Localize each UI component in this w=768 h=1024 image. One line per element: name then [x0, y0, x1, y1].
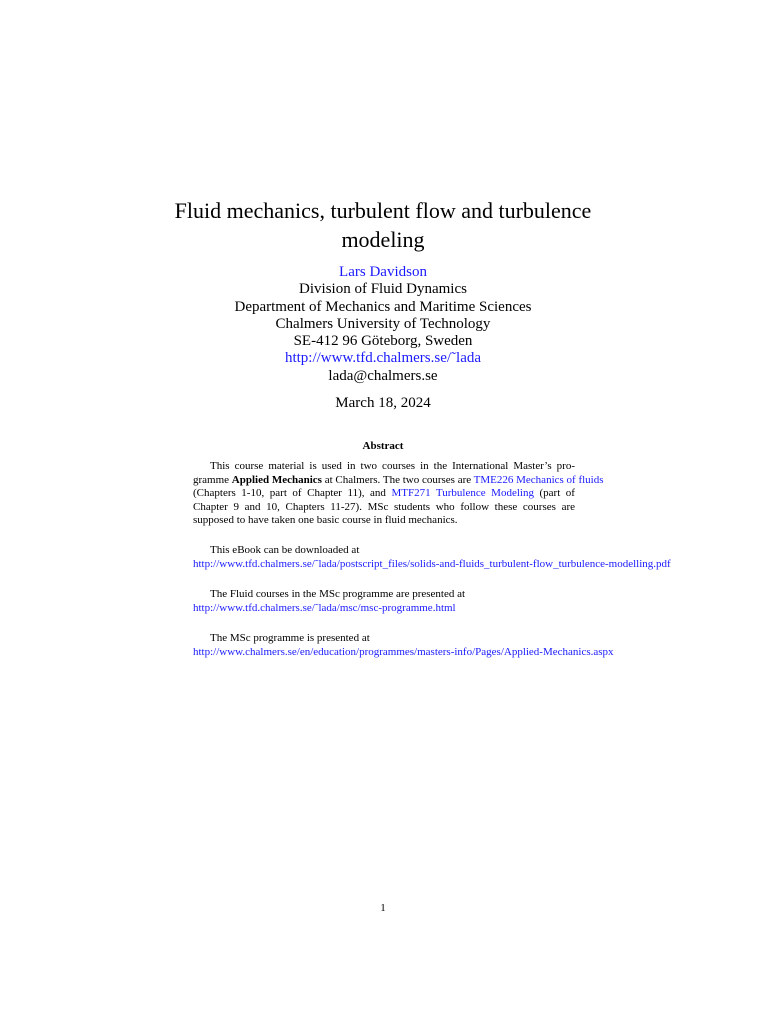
author-email: lada@chalmers.se: [328, 367, 438, 384]
ebook-download-link[interactable]: http://www.tfd.chalmers.se/˜lada/postscript_files/solids-and-fluids_turbulent-flow_turbulence-modelling.pdf: [193, 557, 671, 570]
abstract-p1-text: gramme: [193, 473, 232, 486]
abstract-heading: Abstract: [362, 440, 404, 452]
document-title: [0, 196, 766, 254]
title-line-1: Fluid mechanics, turbulent flow and turbulence: [174, 198, 592, 223]
abstract-p1-line-1: This course material is used in two courses in the International Master’s pro-: [210, 460, 575, 472]
msc-programme-link[interactable]: http://www.chalmers.se/en/education/programmes/masters-info/Pages/Applied-Mechanics.aspx: [193, 645, 614, 658]
author-address: SE-412 96 Göteborg, Sweden: [293, 333, 473, 350]
abstract-p1-line-5: supposed to have taken one basic course in fluid mechanics.: [193, 514, 458, 527]
document-date: March 18, 2024: [335, 395, 431, 411]
mtf271-course-link[interactable]: MTF271 Turbulence Modeling: [391, 487, 534, 500]
author-university: Chalmers University of Technology: [275, 315, 491, 332]
title-line-2: modeling: [341, 227, 425, 252]
abstract-paragraph-2: [193, 544, 671, 571]
msc-programme-text: The MSc programme is presented at: [210, 632, 370, 644]
author-block: [0, 264, 766, 385]
programme-name: Applied Mechanics: [231, 473, 322, 486]
fluid-courses-text: The Fluid courses in the MSc programme are presented at: [210, 588, 466, 600]
tme226-course-link[interactable]: TME226 Mechanics of fluids: [473, 473, 604, 486]
abstract-p1-text: at Chalmers. The two courses are: [321, 473, 474, 486]
abstract-paragraph-4: [193, 632, 614, 659]
abstract-p1-line-2: [193, 473, 604, 488]
abstract-p1-text: (Chapters 1-10, part of Chapter 11), and: [193, 487, 392, 500]
ebook-download-text: This eBook can be downloaded at: [210, 544, 360, 556]
fluid-courses-link[interactable]: http://www.tfd.chalmers.se/˜lada/msc/msc-programme.html: [193, 601, 456, 614]
abstract-p1-line-4: Chapter 9 and 10, Chapters 11-27). MSc students who follow these courses are: [193, 500, 575, 513]
abstract-p1-line-3: [193, 487, 575, 501]
abstract-paragraph-1: [193, 460, 604, 528]
abstract-paragraph-3: [193, 588, 575, 615]
page-number: 1: [380, 902, 386, 914]
author-name-link[interactable]: Lars Davidson: [339, 264, 427, 280]
author-homepage-link[interactable]: http://www.tfd.chalmers.se/˜lada: [284, 350, 482, 367]
author-department: Department of Mechanics and Maritime Sciences: [234, 298, 532, 315]
abstract-p1-text: (part of: [533, 487, 575, 500]
author-division: Division of Fluid Dynamics: [299, 281, 467, 298]
